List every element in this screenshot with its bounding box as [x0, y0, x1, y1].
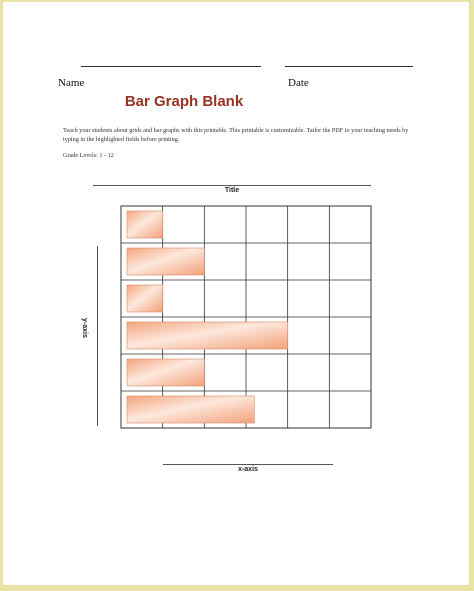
bar	[127, 285, 163, 312]
grid	[121, 206, 371, 428]
bar	[127, 211, 163, 238]
bar-graph	[3, 2, 469, 585]
date-label: Date	[288, 77, 309, 89]
document-title: Bar Graph Blank	[124, 93, 244, 110]
grade-levels: Grade Levels: 1 - 12	[63, 152, 114, 159]
bar	[127, 396, 254, 423]
bar	[127, 248, 204, 275]
worksheet-page	[3, 2, 469, 585]
bar	[127, 359, 204, 386]
name-label: Name	[58, 77, 85, 89]
y-axis-label: y-axis	[81, 318, 88, 338]
bar	[127, 322, 288, 349]
x-axis-label: x-axis	[238, 466, 258, 473]
intro-text: Teach your students about grids and bar graphs with this printable. This printable is customizable. Tailor the PDF to your teaching needs by typing in the highlighted fields before printing.	[63, 127, 409, 143]
chart-title: Title	[224, 187, 240, 194]
